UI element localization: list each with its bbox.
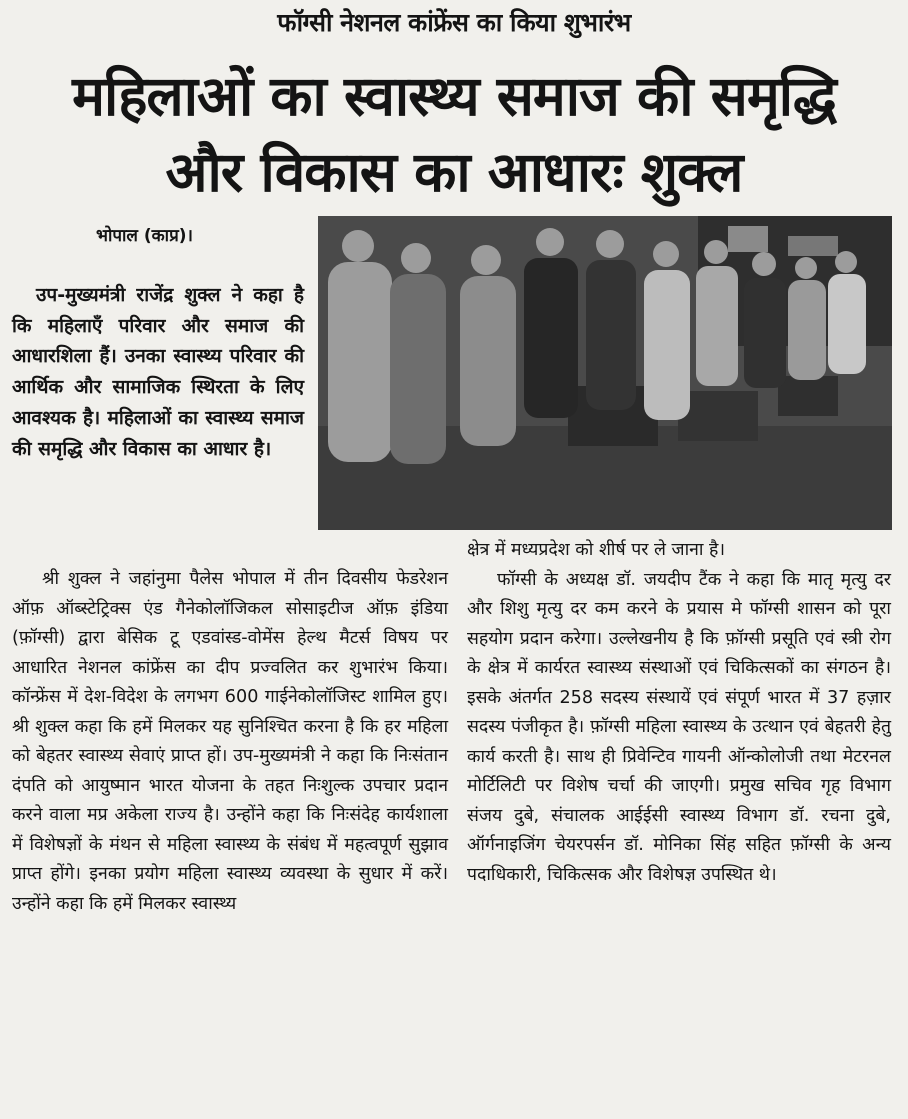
headline-line-2: और विकास का आधारः शुक्ल (165, 140, 743, 204)
article-column-2 (467, 536, 891, 890)
headline-line-1: महिलाओं का स्वास्थ्य समाज की समृद्धि (72, 64, 836, 128)
intro-text: उप-मुख्यमंत्री राजेंद्र शुक्ल ने कहा है कि महिलाएँ परिवार और समाज की आधारशिला हैं। उनका स्वास्थ्य परिवार की आर्थिक और सामाजिक स्थिरता के लिए आवश्यक है। महिलाओं का स्वास्थ्य समाज की समृद्धि और विकास का आधार है। (12, 284, 304, 460)
column-1-paragraph: श्री शुक्ल ने जहांनुमा पैलेस भोपाल में तीन दिवसीय फेडरेशन ऑफ़ ऑब्स्टेट्रिक्स एंड गैनेकोलॉजिकल सोसाइटीज ऑफ़ इंडिया (फ़ॉग्सी) द्वारा बेसिक टू एडवांस्ड-वोमेंस हेल्थ मैटर्स विषय पर आधारित नेशनल कांफ्रेंस का दीप प्रज्वलित कर शुभारंभ किया। कॉन्फ्रेंस में देश-विदेश के लगभग 600 गाईनेकोलॉजिस्ट शामिल हुए। श्री शुक्ल कहा कि हमें मिलकर यह सुनिश्चित करना है कि हर महिला को बेहतर स्वास्थ्य सेवाएं प्राप्त हों। उप-मुख्यमंत्री ने कहा कि निःसंतान दंपति को आयुष्मान भारत योजना के तहत निःशुल्क उपचार प्रदान करने वाला मप्र अकेला राज्य है। उन्होंने कहा कि निःसंदेह कार्यशाला में विशेषज्ञों के मंथन से महिला स्वास्थ्य के संबंध में महत्वपूर्ण सुझाव प्राप्त होंगे। इनका प्रयोग महिला स्वास्थ्य व्यवस्था के सुधार में करें। उन्होंने कहा कि हमें मिलकर स्वास्थ्य (12, 569, 448, 914)
event-photo (318, 216, 892, 530)
article-column-1 (12, 565, 448, 919)
kicker-headline: फॉग्सी नेशनल कांफ्रेंस का किया शुभारंभ (277, 8, 631, 37)
main-headline (0, 58, 908, 210)
column-2-continuation: क्षेत्र में मध्यप्रदेश को शीर्ष पर ले जाना है। (467, 540, 726, 560)
intro-lead-paragraph (12, 280, 304, 464)
dateline: भोपाल (काप्र)। (96, 226, 193, 246)
column-2-paragraph: फॉग्सी के अध्यक्ष डॉ. जयदीप टैंक ने कहा कि मातृ मृत्यु दर और शिशु मृत्यु दर कम करने के प्रयास मे फॉग्सी शासन को पूरा सहयोग प्रदान करेगा। उल्लेखनीय है कि फ़ॉग्सी प्रसूति एवं स्त्री रोग के क्षेत्र में कार्यरत स्वास्थ्य संस्थाओं एवं चिकित्सकों का संगठन है। इसके अंतर्गत 258 सदस्य संस्थायें एवं संपूर्ण भारत में 37 हज़ार सदस्य पंजीकृत है। फ़ॉग्सी महिला स्वास्थ्य के उत्थान एवं बेहतरी हेतु कार्य करती है। साथ ही प्रिवेन्टिव गायनी ऑन्कोलोजी तथा मेटरनल मोर्टिलिटी पर विशेष चर्चा की जाएगी। प्रमुख सचिव गृह विभाग संजय दुबे, संचालक आईईसी स्वास्थ्य विभाग डॉ. रचना दुबे, ऑर्गनाइजिंग चेयरपर्सन डॉ. मोनिका सिंह सहित फ़ॉग्सी के अन्य पदाधिकारी, चिकित्सक और विशेषज्ञ उपस्थित थे। (467, 569, 891, 885)
event-photo-graphic (318, 216, 892, 530)
